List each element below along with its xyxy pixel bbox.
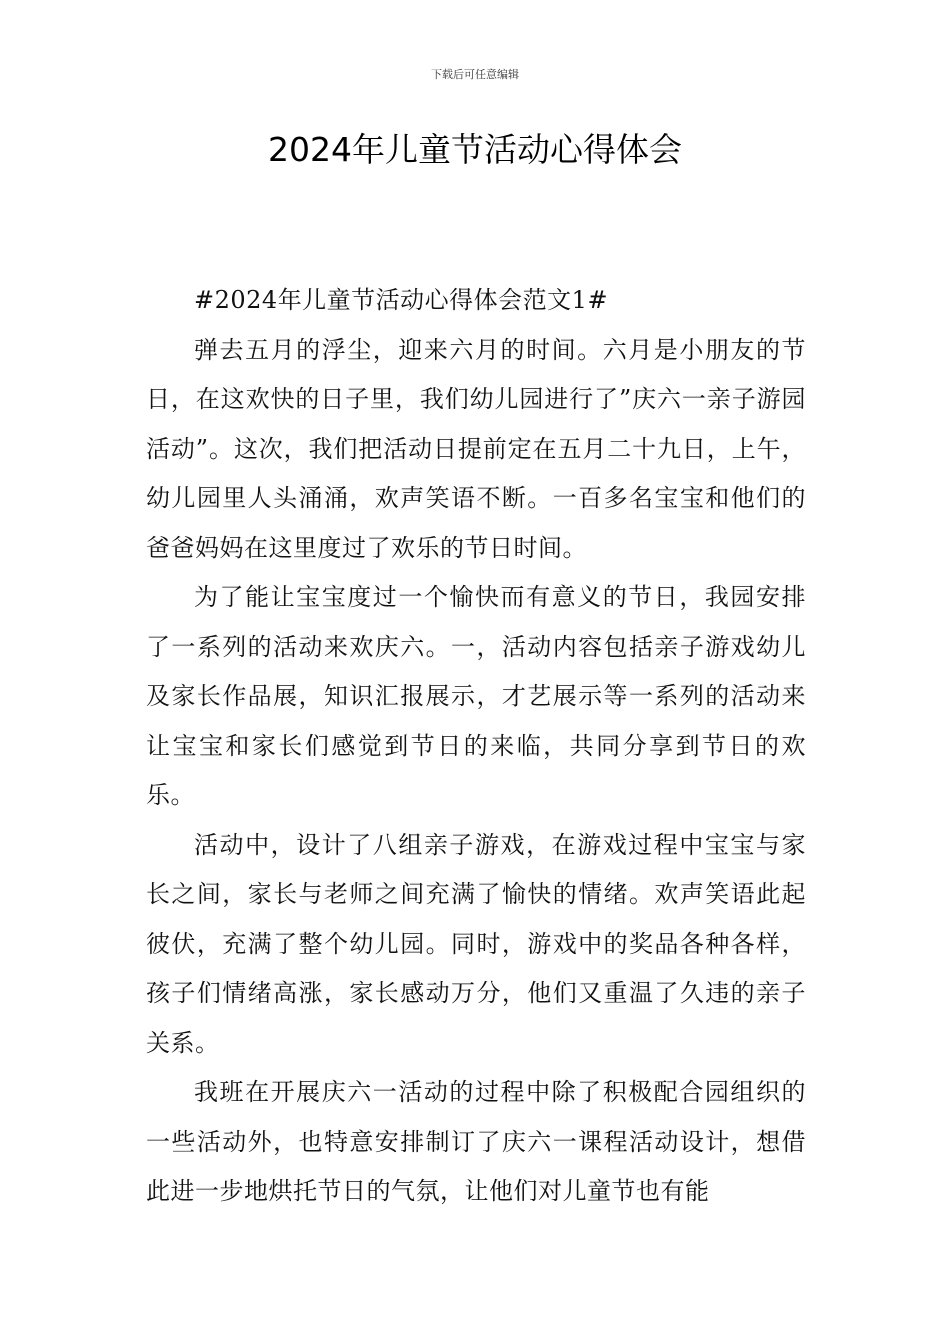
- paragraph-4: 我班在开展庆六一活动的过程中除了积极配合园组织的一些活动外，也特意安排制订了庆六一课程活动设计，想借此进一步地烘托节日的气氛，让他们对儿童节也有能: [146, 1078, 806, 1205]
- document-body: [146, 276, 806, 1217]
- section-heading: #2024年儿童节活动心得体会范文1#: [194, 286, 609, 314]
- paragraph-2: 为了能让宝宝度过一个愉快而有意义的节日，我园安排了一系列的活动来欢庆六。一，活动内容包括亲子游戏幼儿及家长作品展，知识汇报展示，才艺展示等一系列的活动来让宝宝和家长们感觉到节日的来临，共同分享到节日的欢乐。: [146, 583, 806, 809]
- header-note: 下载后可任意编辑: [431, 68, 519, 81]
- document-title: 2024年儿童节活动心得体会: [268, 130, 682, 169]
- paragraph-3: 活动中，设计了八组亲子游戏，在游戏过程中宝宝与家长之间，家长与老师之间充满了愉快的情绪。欢声笑语此起彼伏，充满了整个幼儿园。同时，游戏中的奖品各种各样，孩子们情绪高涨，家长感动万分，他们又重温了久违的亲子关系。: [146, 830, 806, 1057]
- paragraph-1: 弹去五月的浮尘，迎来六月的时间。六月是小朋友的节日，在这欢快的日子里，我们幼儿园进行了”庆六一亲子游园活动”。这次，我们把活动日提前定在五月二十九日，上午，幼儿园里人头涌涌，欢声笑语不断。一百多名宝宝和他们的爸爸妈妈在这里度过了欢乐的节日时间。: [146, 335, 806, 562]
